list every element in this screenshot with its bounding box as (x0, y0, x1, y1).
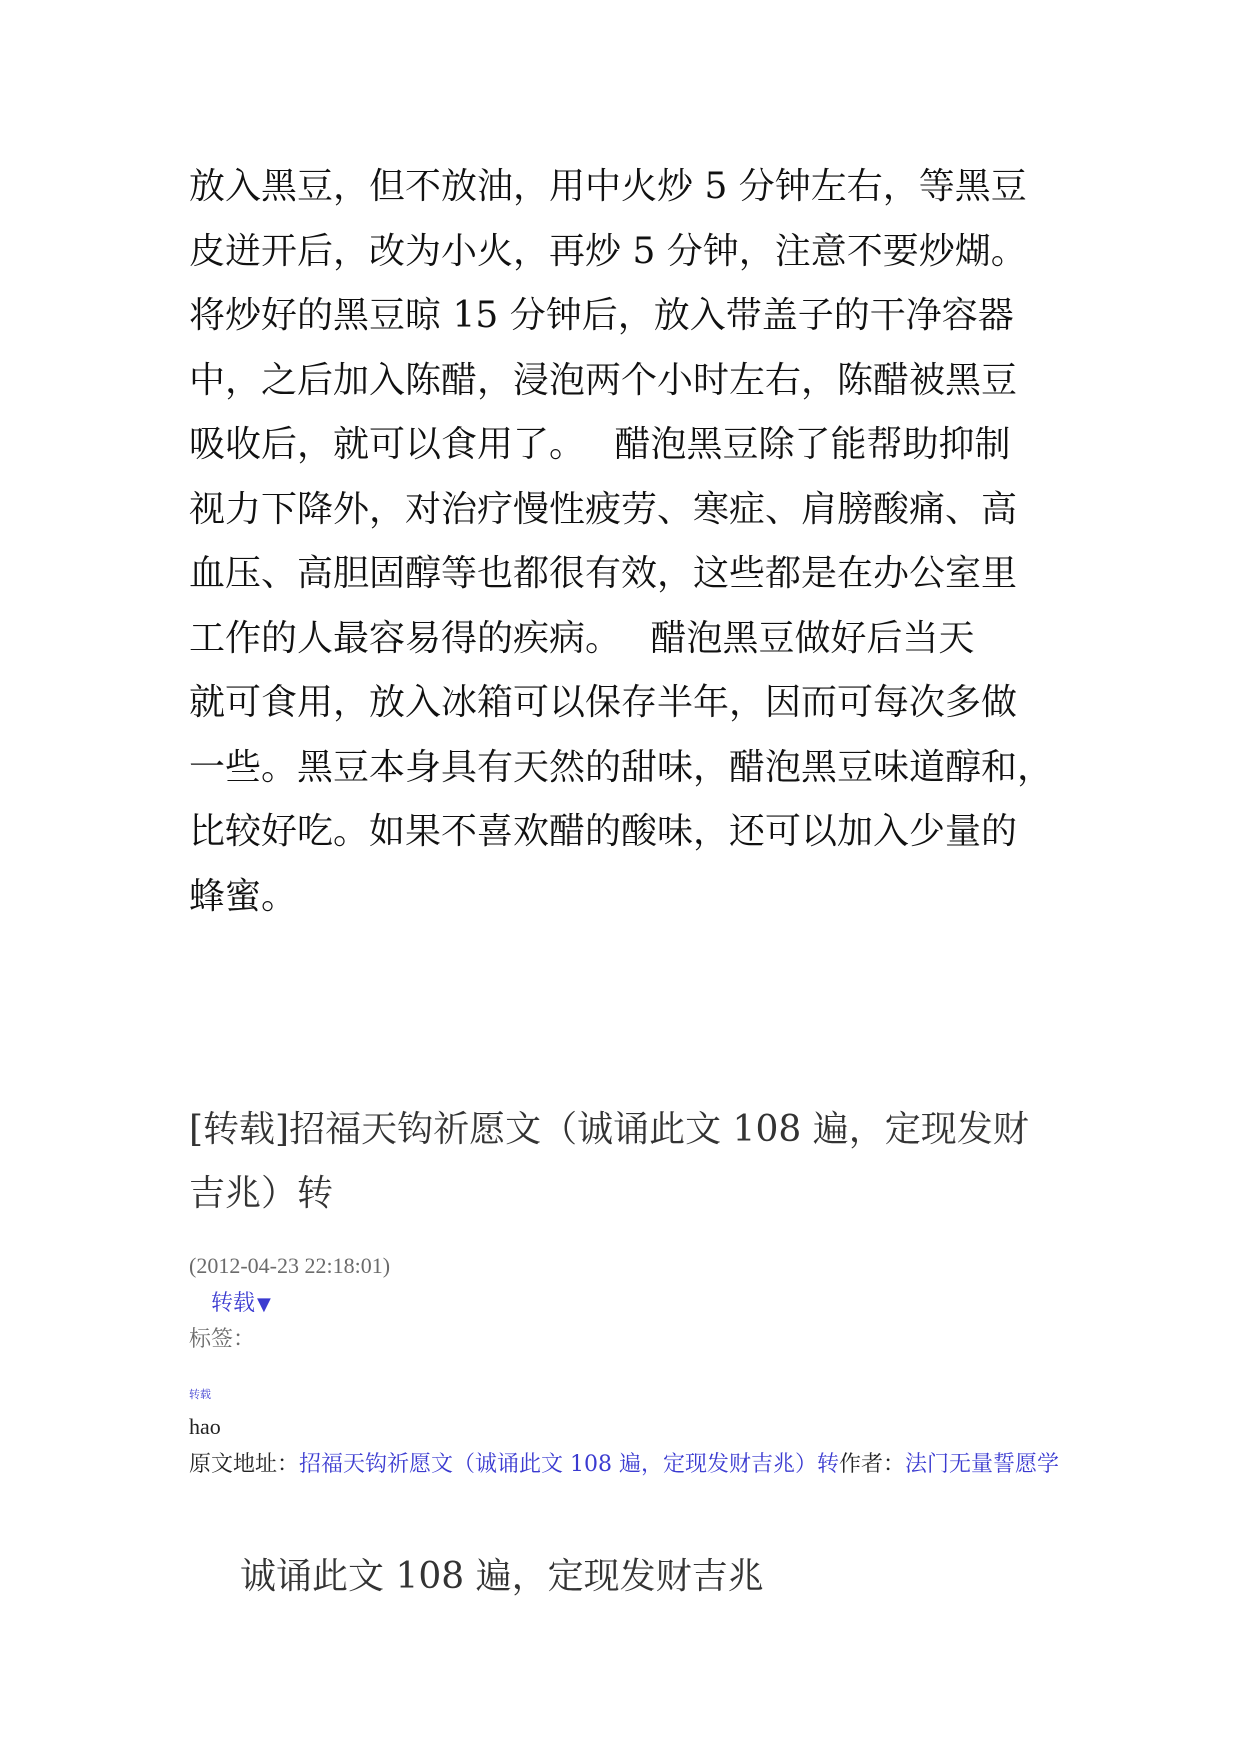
article-body (189, 155, 1069, 929)
article-line: 视力下降外，对治疗慢性疲劳、寒症、肩膀酸痛、高 (189, 488, 1018, 530)
section-heading: 诚诵此文 108 遍，定现发财吉兆 (240, 1556, 764, 1597)
article-line: 蜂蜜。 (189, 875, 298, 917)
article-line: 工作的人最容易得的疾病。 醋泡黑豆做好后当天 (189, 617, 975, 659)
source-info (189, 1448, 1069, 1481)
article-line: 放入黑豆，但不放油，用中火炒 5 分钟左右，等黑豆 (189, 166, 1027, 207)
post-title-line: 吉兆）转 (189, 1173, 334, 1214)
author-label: 作者： (839, 1452, 906, 1477)
article-line: 吸收后，就可以食用了。 醋泡黑豆除了能帮助抑制 (189, 424, 1011, 465)
tags-label: 标签： (189, 1327, 256, 1352)
article-line: 比较好吃。如果不喜欢醋的酸味，还可以加入少量的 (189, 811, 1018, 852)
article-line: 将炒好的黑豆晾 15 分钟后，放入带盖子的干净容器 (189, 295, 1014, 336)
source-label: 原文地址： (189, 1452, 300, 1477)
author-link[interactable]: 法门无量誓愿学 (905, 1452, 1060, 1477)
source-link[interactable]: 招福天钩祈愿文（诚诵此文 108 遍，定现发财吉兆）转 (299, 1452, 839, 1477)
article-line: 一些。黑豆本身具有天然的甜味，醋泡黑豆味道醇和， (189, 746, 1054, 788)
article-line: 皮迸开后，改为小火，再炒 5 分钟，注意不要炒煳。 (189, 230, 1027, 272)
post-title-line: [转载]招福天钩祈愿文（诚诵此文 108 遍，定现发财 (189, 1109, 1029, 1150)
hao-text: hao (189, 1414, 221, 1439)
repost-menu-button[interactable] (211, 1286, 271, 1317)
post-title (189, 1098, 1069, 1226)
article-line: 中，之后加入陈醋，浸泡两个小时左右，陈醋被黑豆 (189, 359, 1018, 401)
tag-link[interactable]: 转载 (189, 1388, 211, 1401)
article-line: 就可食用，放入冰箱可以保存半年，因而可每次多做 (189, 682, 1018, 723)
post-date: (2012-04-23 22:18:01) (189, 1253, 391, 1278)
article-line: 血压、高胆固醇等也都很有效，这些都是在办公室里 (189, 553, 1018, 594)
repost-label: 转载 (211, 1291, 256, 1316)
triangle-down-icon: ▼ (257, 1294, 271, 1315)
